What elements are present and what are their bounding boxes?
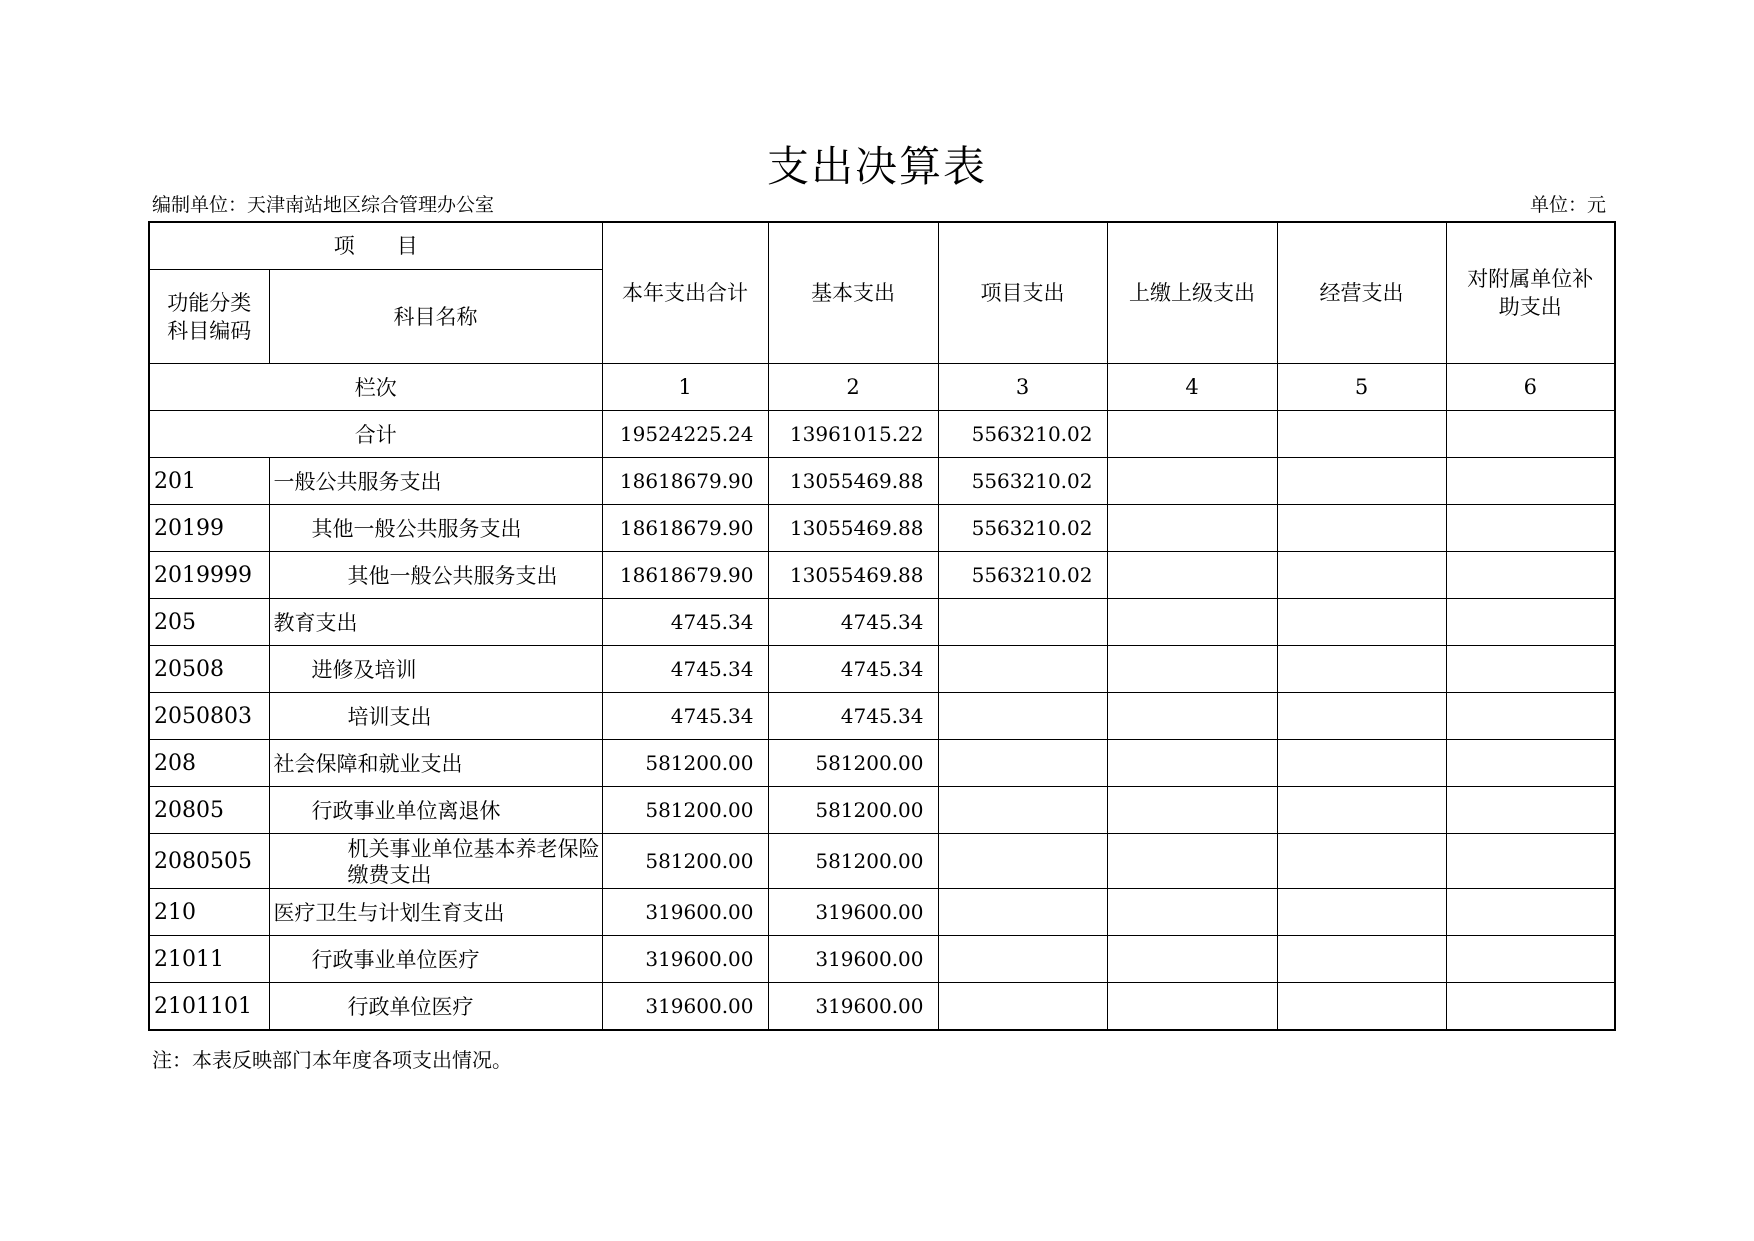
amount-cell xyxy=(1107,646,1277,693)
total-cell xyxy=(1277,411,1446,458)
table-row xyxy=(149,787,1615,834)
column-index-4: 4 xyxy=(1107,364,1277,411)
amount-cell xyxy=(1107,693,1277,740)
amount-cell: 5563210.02 xyxy=(938,458,1107,505)
table-row xyxy=(149,936,1615,983)
subject-name: 教育支出 xyxy=(269,599,602,646)
header-upper: 上缴上级支出 xyxy=(1107,222,1277,364)
subject-code: 208 xyxy=(149,740,269,787)
subject-name: 其他一般公共服务支出 xyxy=(269,552,602,599)
amount-cell xyxy=(1277,693,1446,740)
amount-cell: 4745.34 xyxy=(602,599,768,646)
subject-code: 205 xyxy=(149,599,269,646)
amount-cell xyxy=(938,693,1107,740)
column-index-2: 2 xyxy=(768,364,938,411)
amount-cell xyxy=(938,646,1107,693)
footnote: 注：本表反映部门本年度各项支出情况。 xyxy=(152,1048,512,1072)
amount-cell xyxy=(1446,740,1615,787)
header-operating: 经营支出 xyxy=(1277,222,1446,364)
amount-cell xyxy=(1446,983,1615,1031)
amount-cell xyxy=(1107,983,1277,1031)
subject-name: 一般公共服务支出 xyxy=(269,458,602,505)
amount-cell xyxy=(938,787,1107,834)
amount-cell: 18618679.90 xyxy=(602,552,768,599)
amount-cell xyxy=(1446,936,1615,983)
amount-cell: 4745.34 xyxy=(768,599,938,646)
subject-code: 201 xyxy=(149,458,269,505)
amount-cell: 5563210.02 xyxy=(938,505,1107,552)
subject-name: 行政事业单位医疗 xyxy=(269,936,602,983)
amount-cell xyxy=(1107,505,1277,552)
subject-name: 社会保障和就业支出 xyxy=(269,740,602,787)
amount-cell xyxy=(1107,740,1277,787)
amount-cell xyxy=(1277,936,1446,983)
amount-cell xyxy=(938,936,1107,983)
column-index-3: 3 xyxy=(938,364,1107,411)
amount-cell xyxy=(1107,552,1277,599)
amount-cell: 4745.34 xyxy=(768,693,938,740)
table-row xyxy=(149,983,1615,1031)
amount-cell: 13055469.88 xyxy=(768,552,938,599)
amount-cell: 319600.00 xyxy=(768,983,938,1031)
amount-cell: 319600.00 xyxy=(602,983,768,1031)
amount-cell xyxy=(1277,552,1446,599)
amount-cell xyxy=(1107,936,1277,983)
table-row xyxy=(149,740,1615,787)
total-cell xyxy=(1107,411,1277,458)
column-index-6: 6 xyxy=(1446,364,1615,411)
amount-cell xyxy=(938,889,1107,936)
amount-cell xyxy=(1107,834,1277,889)
amount-cell: 4745.34 xyxy=(602,693,768,740)
column-index-1: 1 xyxy=(602,364,768,411)
amount-cell xyxy=(1107,787,1277,834)
subject-code: 20805 xyxy=(149,787,269,834)
column-index-5: 5 xyxy=(1277,364,1446,411)
compiling-unit: 编制单位：天津南站地区综合管理办公室 xyxy=(152,194,495,216)
header-basic: 基本支出 xyxy=(768,222,938,364)
header-name: 科目名称 xyxy=(269,270,602,364)
amount-cell xyxy=(1277,599,1446,646)
amount-cell xyxy=(1446,552,1615,599)
subject-code: 20199 xyxy=(149,505,269,552)
header-project: 项目支出 xyxy=(938,222,1107,364)
total-cell: 5563210.02 xyxy=(938,411,1107,458)
amount-cell xyxy=(1277,458,1446,505)
amount-cell xyxy=(1446,599,1615,646)
subject-code: 20508 xyxy=(149,646,269,693)
page-title: 支出决算表 xyxy=(766,142,987,191)
amount-cell xyxy=(938,834,1107,889)
subject-code: 210 xyxy=(149,889,269,936)
amount-cell: 581200.00 xyxy=(602,834,768,889)
subject-name: 机关事业单位基本养老保险缴费支出 xyxy=(269,834,602,889)
table-row xyxy=(149,646,1615,693)
amount-cell: 319600.00 xyxy=(768,936,938,983)
amount-cell: 581200.00 xyxy=(768,740,938,787)
amount-cell xyxy=(1446,834,1615,889)
amount-cell xyxy=(1277,787,1446,834)
table-row xyxy=(149,599,1615,646)
amount-cell: 581200.00 xyxy=(602,787,768,834)
table-row xyxy=(149,552,1615,599)
amount-cell xyxy=(1277,889,1446,936)
subject-code: 2101101 xyxy=(149,983,269,1031)
total-cell xyxy=(1446,411,1615,458)
total-cell: 13961015.22 xyxy=(768,411,938,458)
subject-name: 培训支出 xyxy=(269,693,602,740)
amount-cell: 13055469.88 xyxy=(768,458,938,505)
amount-cell: 13055469.88 xyxy=(768,505,938,552)
amount-cell: 5563210.02 xyxy=(938,552,1107,599)
amount-cell xyxy=(938,983,1107,1031)
currency-unit: 单位：元 xyxy=(1529,194,1606,216)
amount-cell xyxy=(1446,458,1615,505)
amount-cell: 319600.00 xyxy=(602,936,768,983)
header-item: 项 目 xyxy=(149,222,602,270)
expenditure-table xyxy=(148,221,1616,1031)
amount-cell xyxy=(1446,787,1615,834)
subject-code: 2019999 xyxy=(149,552,269,599)
header-total: 本年支出合计 xyxy=(602,222,768,364)
subject-name: 进修及培训 xyxy=(269,646,602,693)
amount-cell: 4745.34 xyxy=(602,646,768,693)
amount-cell xyxy=(1107,599,1277,646)
amount-cell: 581200.00 xyxy=(768,787,938,834)
amount-cell: 18618679.90 xyxy=(602,505,768,552)
amount-cell xyxy=(938,599,1107,646)
amount-cell xyxy=(1277,983,1446,1031)
amount-cell: 319600.00 xyxy=(602,889,768,936)
amount-cell xyxy=(1277,740,1446,787)
subject-name: 行政单位医疗 xyxy=(269,983,602,1031)
total-label: 合计 xyxy=(149,411,602,458)
subject-name: 行政事业单位离退休 xyxy=(269,787,602,834)
amount-cell: 4745.34 xyxy=(768,646,938,693)
amount-cell: 581200.00 xyxy=(602,740,768,787)
subject-name: 医疗卫生与计划生育支出 xyxy=(269,889,602,936)
amount-cell: 319600.00 xyxy=(768,889,938,936)
header-subsidy: 对附属单位补助支出 xyxy=(1446,222,1615,364)
amount-cell xyxy=(1107,458,1277,505)
amount-cell xyxy=(1446,646,1615,693)
amount-cell xyxy=(1446,889,1615,936)
amount-cell xyxy=(1446,505,1615,552)
table-row xyxy=(149,505,1615,552)
amount-cell xyxy=(1446,693,1615,740)
subject-code: 2080505 xyxy=(149,834,269,889)
amount-cell xyxy=(1107,889,1277,936)
table-row xyxy=(149,693,1615,740)
subject-name: 其他一般公共服务支出 xyxy=(269,505,602,552)
column-index-label: 栏次 xyxy=(149,364,602,411)
table-row xyxy=(149,458,1615,505)
header-code: 功能分类科目编码 xyxy=(149,270,269,364)
amount-cell: 581200.00 xyxy=(768,834,938,889)
subject-code: 2050803 xyxy=(149,693,269,740)
total-cell: 19524225.24 xyxy=(602,411,768,458)
table-row xyxy=(149,834,1615,889)
amount-cell: 18618679.90 xyxy=(602,458,768,505)
amount-cell xyxy=(1277,834,1446,889)
amount-cell xyxy=(1277,646,1446,693)
amount-cell xyxy=(938,740,1107,787)
subject-code: 21011 xyxy=(149,936,269,983)
table-row xyxy=(149,889,1615,936)
amount-cell xyxy=(1277,505,1446,552)
